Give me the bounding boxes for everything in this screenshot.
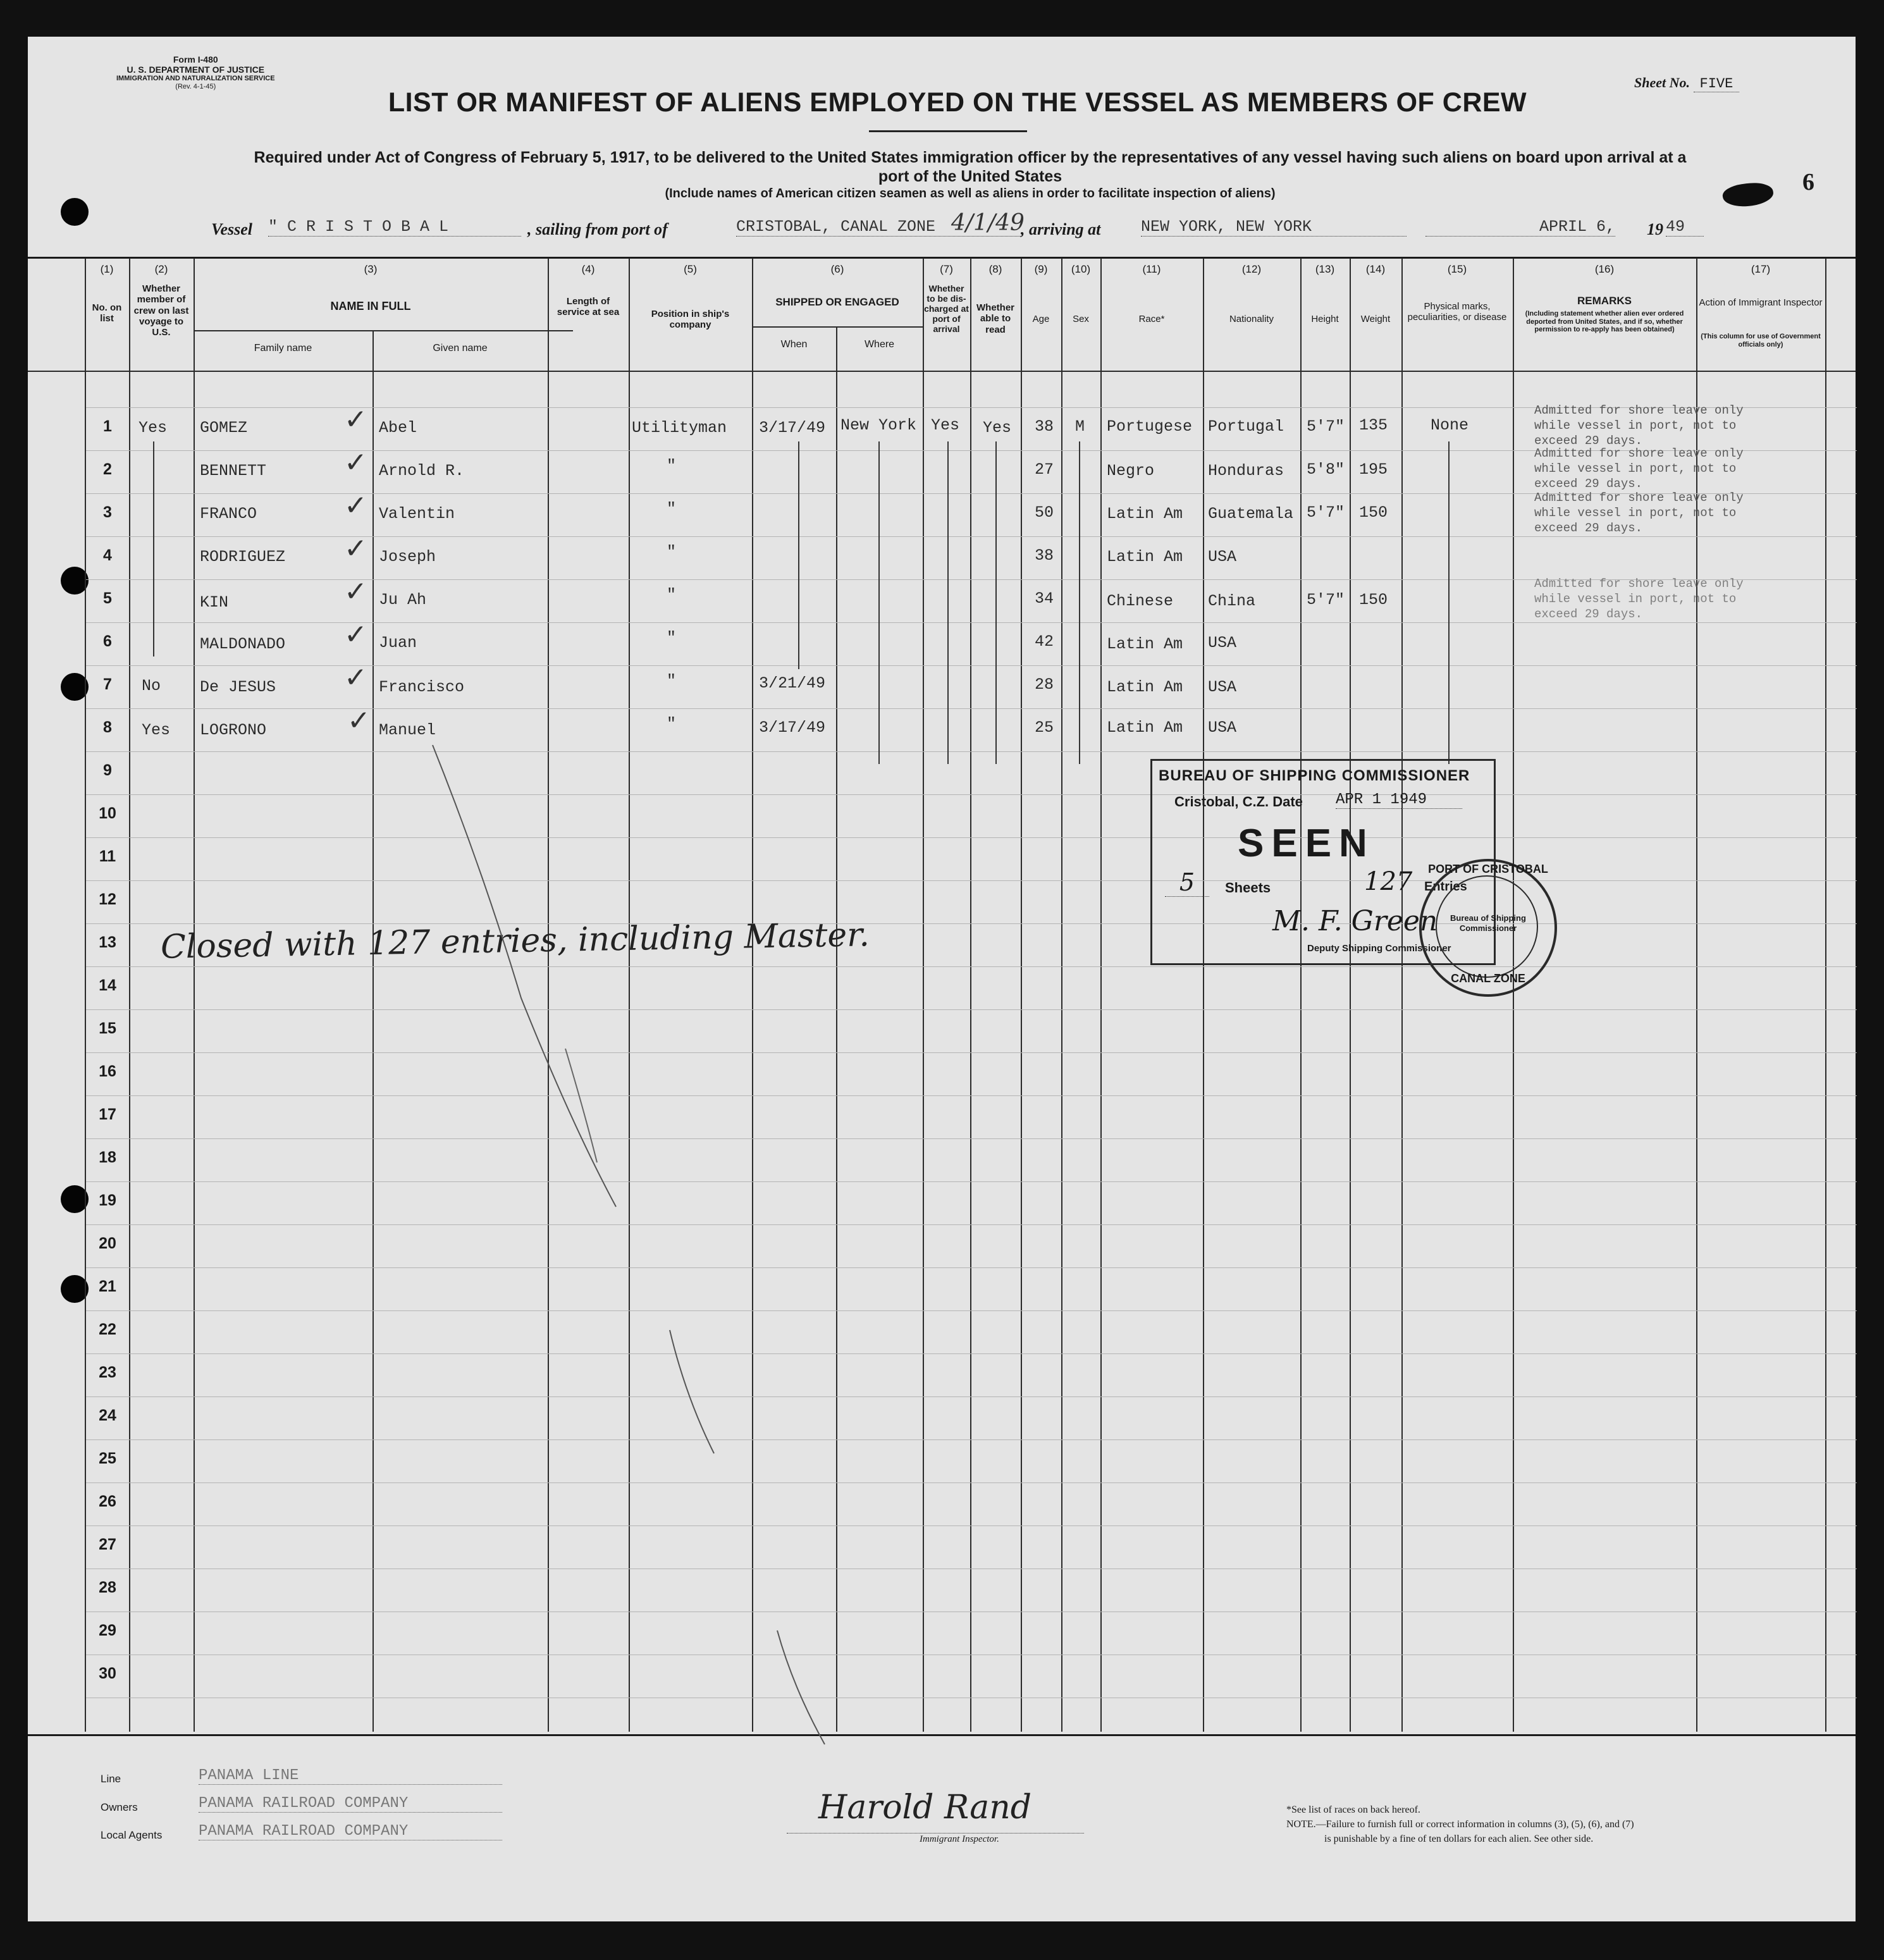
footer-line-value: PANAMA LINE <box>199 1767 502 1785</box>
column-number: (5) <box>684 263 697 275</box>
closing-note: Closed with 127 entries, including Master. <box>160 916 870 966</box>
nationality-cell: USA <box>1208 678 1237 696</box>
header-weight: Weight <box>1360 314 1391 324</box>
height-cell: 5'7" <box>1307 503 1345 522</box>
pencil-strokes <box>28 37 1856 1921</box>
physical-marks-cell: None <box>1431 416 1469 435</box>
where-cell: New York <box>840 416 917 435</box>
race-cell: Latin Am <box>1107 718 1183 737</box>
when-cell: 3/17/49 <box>759 718 826 737</box>
header-length-of-service: Length of service at sea <box>557 296 620 318</box>
given-name-cell: Juan <box>379 634 417 652</box>
header-action-note: (This column for use of Government officials only) <box>1701 333 1821 348</box>
column-number: (15) <box>1447 263 1467 275</box>
column-number: (6) <box>830 263 844 275</box>
nationality-cell: Honduras <box>1208 462 1284 480</box>
prev-voyage-cell: No <box>142 677 161 695</box>
family-name-cell: BENNETT <box>200 462 267 480</box>
subtitle-line-2: port of the United States <box>878 168 1062 185</box>
row-number: 18 <box>99 1149 116 1166</box>
column-number: (8) <box>988 263 1002 275</box>
sex-cell: M <box>1075 417 1085 436</box>
arriving-label: , arriving at <box>1021 220 1101 238</box>
row-number: 24 <box>99 1407 116 1424</box>
age-cell: 25 <box>1035 718 1054 737</box>
subtitle-line-3: (Include names of American citizen seamen as well as aliens in order to facilitate inspection of aliens) <box>665 187 1276 200</box>
stamp-seen: SEEN <box>1238 822 1375 865</box>
row-number: 2 <box>103 460 112 478</box>
given-name-cell: Arnold R. <box>379 462 465 480</box>
row-number: 30 <box>99 1665 116 1682</box>
footer-notes <box>1286 1803 1634 1847</box>
row-number: 9 <box>103 761 112 779</box>
family-name-cell: MALDONADO <box>200 635 286 653</box>
footer-owners-value: PANAMA RAILROAD COMPANY <box>199 1795 502 1813</box>
column-number: (4) <box>581 263 595 275</box>
form-title: LIST OR MANIFEST OF ALIENS EMPLOYED ON THE VESSEL AS MEMBERS OF CREW <box>388 87 1527 118</box>
weight-cell: 150 <box>1359 591 1388 609</box>
column-number: (2) <box>154 263 168 275</box>
position-cell: " <box>667 457 677 475</box>
race-cell: Latin Am <box>1107 678 1183 696</box>
checkmark-icon: ✓ <box>344 404 367 436</box>
inspector-label: Immigrant Inspector. <box>920 1834 999 1844</box>
vessel-name: " C R I S T O B A L <box>268 218 521 237</box>
pencil-stroke <box>565 1049 597 1162</box>
age-cell: 38 <box>1035 546 1054 565</box>
header-remarks: REMARKS <box>1577 295 1632 307</box>
age-cell: 34 <box>1035 589 1054 608</box>
given-name-cell: Abel <box>379 419 417 437</box>
row-number: 14 <box>99 977 116 994</box>
family-name-cell: RODRIGUEZ <box>200 548 286 566</box>
column-number: (11) <box>1142 263 1161 275</box>
row-number: 27 <box>99 1536 116 1553</box>
stamp-title: BUREAU OF SHIPPING COMMISSIONER <box>1159 767 1470 784</box>
race-cell: Chinese <box>1107 592 1174 610</box>
header-where: Where <box>864 339 895 350</box>
stamp-sheets-label: Sheets <box>1225 880 1271 896</box>
family-name-cell: De JESUS <box>200 678 276 696</box>
nationality-cell: Portugal <box>1208 417 1284 436</box>
able-to-read-cell: Yes <box>983 419 1012 437</box>
race-cell: Latin Am <box>1107 548 1183 566</box>
position-cell: Utilityman <box>632 419 727 437</box>
seal-center-text: Bureau of Shipping Commissioner <box>1450 913 1526 933</box>
year-suffix: 49 <box>1666 218 1704 237</box>
seal-bottom-text: CANAL ZONE <box>1451 972 1525 985</box>
row-number: 13 <box>99 934 116 951</box>
stamp-entries-count: 127 <box>1364 867 1413 896</box>
form-number: Form I-480 <box>173 54 218 65</box>
canal-zone-seal <box>1419 859 1557 997</box>
column-number: (13) <box>1315 263 1335 275</box>
age-cell: 38 <box>1035 417 1054 436</box>
family-name-cell: LOGRONO <box>200 721 267 739</box>
row-number: 3 <box>103 503 112 521</box>
position-cell: " <box>667 543 677 561</box>
footer-line-label: Line <box>101 1773 121 1785</box>
nationality-cell: USA <box>1208 634 1237 652</box>
remark-row-1: Admitted for shore leave only while vessel in port, not to exceed 29 days. <box>1534 404 1744 448</box>
row-number: 23 <box>99 1364 116 1381</box>
family-name-cell: GOMEZ <box>200 419 248 437</box>
checkmark-icon: ✓ <box>344 490 367 522</box>
row-number: 28 <box>99 1579 116 1596</box>
prev-voyage-cell: Yes <box>139 419 168 437</box>
handwritten-date: 4/1/49 <box>951 210 1025 236</box>
sheet-label: Sheet No. <box>1634 75 1690 90</box>
height-cell: 5'7" <box>1307 417 1345 436</box>
family-name-cell: FRANCO <box>200 505 257 523</box>
given-name-cell: Manuel <box>379 721 436 739</box>
row-number: 8 <box>103 718 112 736</box>
arrival-date: APRIL 6, <box>1425 218 1615 237</box>
department: U. S. DEPARTMENT OF JUSTICE <box>126 65 265 75</box>
column-number: (16) <box>1594 263 1615 275</box>
given-name-cell: Joseph <box>379 548 436 566</box>
row-number: 5 <box>103 589 112 607</box>
column-number: (14) <box>1365 263 1386 275</box>
header-physical-marks: Physical marks, peculiarities, or disease <box>1407 301 1507 323</box>
race-cell: Negro <box>1107 462 1155 480</box>
row-number: 17 <box>99 1106 116 1123</box>
column-number: (7) <box>940 263 953 275</box>
when-cell: 3/17/49 <box>759 419 826 437</box>
stamp-role: Deputy Shipping Commissioner <box>1307 943 1451 954</box>
when-cell: 3/21/49 <box>759 674 826 693</box>
column-number: (9) <box>1034 263 1048 275</box>
port-from: CRISTOBAL, CANAL ZONE <box>736 218 1021 237</box>
column-number: (12) <box>1241 263 1262 275</box>
age-cell: 42 <box>1035 632 1054 651</box>
header-previous-voyage: Whether member of crew on last voyage to U.S. <box>133 283 189 338</box>
row-number: 16 <box>99 1063 116 1080</box>
checkmark-icon: ✓ <box>344 533 367 565</box>
remark-row-3: Admitted for shore leave only while vessel in port, not to exceed 29 days. <box>1534 491 1744 535</box>
row-number: 4 <box>103 546 112 564</box>
row-number: 6 <box>103 632 112 650</box>
given-name-cell: Valentin <box>379 505 455 523</box>
revision: (Rev. 4-1-45) <box>175 82 216 90</box>
vessel-label: Vessel <box>211 220 252 238</box>
nationality-cell: USA <box>1208 548 1237 566</box>
service: IMMIGRATION AND NATURALIZATION SERVICE <box>116 75 275 83</box>
column-number: (1) <box>100 263 114 275</box>
column-number: (3) <box>364 263 378 275</box>
pencil-stroke <box>670 1330 714 1453</box>
age-cell: 28 <box>1035 675 1054 694</box>
row-number: 22 <box>99 1321 116 1338</box>
footer-owners-label: Owners <box>101 1801 138 1813</box>
prev-voyage-cell: Yes <box>142 721 171 739</box>
header-able-to-read: Whether able to read <box>976 302 1014 335</box>
footnote-races: *See list of races on back hereof. <box>1286 1804 1420 1815</box>
inspector-signature: Harold Rand <box>818 1789 1032 1827</box>
header-nationality: Nationality <box>1229 314 1274 324</box>
checkmark-icon: ✓ <box>344 576 367 608</box>
height-cell: 5'7" <box>1307 591 1345 609</box>
header-age: Age <box>1032 314 1050 324</box>
stamp-place: Cristobal, C.Z. Date <box>1174 794 1303 810</box>
position-cell: " <box>667 586 677 604</box>
row-number: 11 <box>99 847 116 865</box>
given-name-cell: Ju Ah <box>379 591 427 609</box>
header-inspector-action: Action of Immigrant Inspector <box>1699 297 1823 308</box>
header-family-name: Family name <box>254 343 312 354</box>
stamp-sheets-count: 5 <box>1165 868 1209 897</box>
checkmark-icon: ✓ <box>344 619 367 651</box>
header-when: When <box>780 339 808 350</box>
subtitle-line-1: Required under Act of Congress of February 5, 1917, to be delivered to the United States immigration officer by the representatives of any vessel having such aliens on board upon arrival at a <box>254 149 1687 166</box>
row-number: 29 <box>99 1622 116 1639</box>
header-remarks-note: (Including statement whether alien ever ordered deported from United States, and if so, whether permission to re-apply has been obtained) <box>1525 310 1684 334</box>
height-cell: 5'8" <box>1307 460 1345 479</box>
row-number: 15 <box>99 1020 116 1037</box>
remark-row-5: Admitted for shore leave only while vessel in port, not to exceed 29 days. <box>1534 577 1744 621</box>
discharged-cell: Yes <box>931 416 960 435</box>
age-cell: 27 <box>1035 460 1054 479</box>
position-cell: " <box>667 500 677 518</box>
checkmark-icon: ✓ <box>344 447 367 479</box>
header-shipped-or-engaged: SHIPPED OR ENGAGED <box>775 296 899 308</box>
row-number: 19 <box>99 1192 116 1209</box>
checkmark-icon: ✓ <box>347 705 371 737</box>
row-number: 25 <box>99 1450 116 1467</box>
footnote-penalty-2: is punishable by a fine of ten dollars for each alien. See other side. <box>1324 1834 1594 1845</box>
row-number: 1 <box>103 417 112 435</box>
stamp-signature: M. F. Green <box>1272 905 1438 937</box>
column-number: (10) <box>1071 263 1091 275</box>
column-number: (17) <box>1751 263 1771 275</box>
row-number: 10 <box>99 804 116 822</box>
header-no-on-list: No. on list <box>92 302 122 324</box>
race-cell: Latin Am <box>1107 635 1183 653</box>
checkmark-icon: ✓ <box>344 662 367 694</box>
year-prefix: 19 <box>1647 220 1663 238</box>
age-cell: 50 <box>1035 503 1054 522</box>
race-cell: Latin Am <box>1107 505 1183 523</box>
row-number: 21 <box>99 1278 116 1295</box>
pencil-stroke <box>433 745 616 1207</box>
header-name-in-full: NAME IN FULL <box>330 300 411 312</box>
row-number: 7 <box>103 675 112 693</box>
given-name-cell: Francisco <box>379 678 465 696</box>
nationality-cell: USA <box>1208 718 1237 737</box>
manifest-sheet <box>28 37 1856 1921</box>
seal-top-text: PORT OF CRISTOBAL <box>1428 863 1548 875</box>
row-number: 20 <box>99 1235 116 1252</box>
position-cell: " <box>667 715 677 733</box>
nationality-cell: China <box>1208 592 1256 610</box>
page-mark: 6 <box>1802 169 1814 195</box>
header-height: Height <box>1311 314 1339 324</box>
position-cell: " <box>667 672 677 690</box>
stamp-date: APR 1 1949 <box>1336 791 1462 809</box>
header-position: Position in ship's company <box>651 309 730 331</box>
weight-cell: 150 <box>1359 503 1388 522</box>
remark-row-2: Admitted for shore leave only while vessel in port, not to exceed 29 days. <box>1534 447 1744 491</box>
footer-agents-label: Local Agents <box>101 1829 163 1841</box>
footnote-penalty-1: NOTE.—Failure to furnish full or correct information in columns (3), (5), (6), and (7) <box>1286 1819 1634 1830</box>
sailing-label: , sailing from port of <box>527 220 668 238</box>
row-number: 26 <box>99 1493 116 1510</box>
signature-line <box>787 1833 1084 1834</box>
pencil-stroke <box>777 1630 825 1744</box>
nationality-cell: Guatemala <box>1208 505 1294 523</box>
header-race: Race* <box>1138 314 1165 324</box>
header-given-name: Given name <box>433 343 488 354</box>
footer-agents-value: PANAMA RAILROAD COMPANY <box>199 1823 502 1840</box>
position-cell: " <box>667 629 677 647</box>
weight-cell: 135 <box>1359 416 1388 435</box>
weight-cell: 195 <box>1359 460 1388 479</box>
header-discharged: Whether to be dis-charged at port of arrival <box>924 283 969 335</box>
race-cell: Portugese <box>1107 417 1193 436</box>
stamp-entries-label: Entries <box>1424 880 1467 894</box>
port-to: NEW YORK, NEW YORK <box>1141 218 1407 237</box>
family-name-cell: KIN <box>200 593 229 612</box>
sheet-value: FIVE <box>1694 76 1740 92</box>
row-number: 12 <box>99 891 116 908</box>
header-sex: Sex <box>1073 314 1089 324</box>
